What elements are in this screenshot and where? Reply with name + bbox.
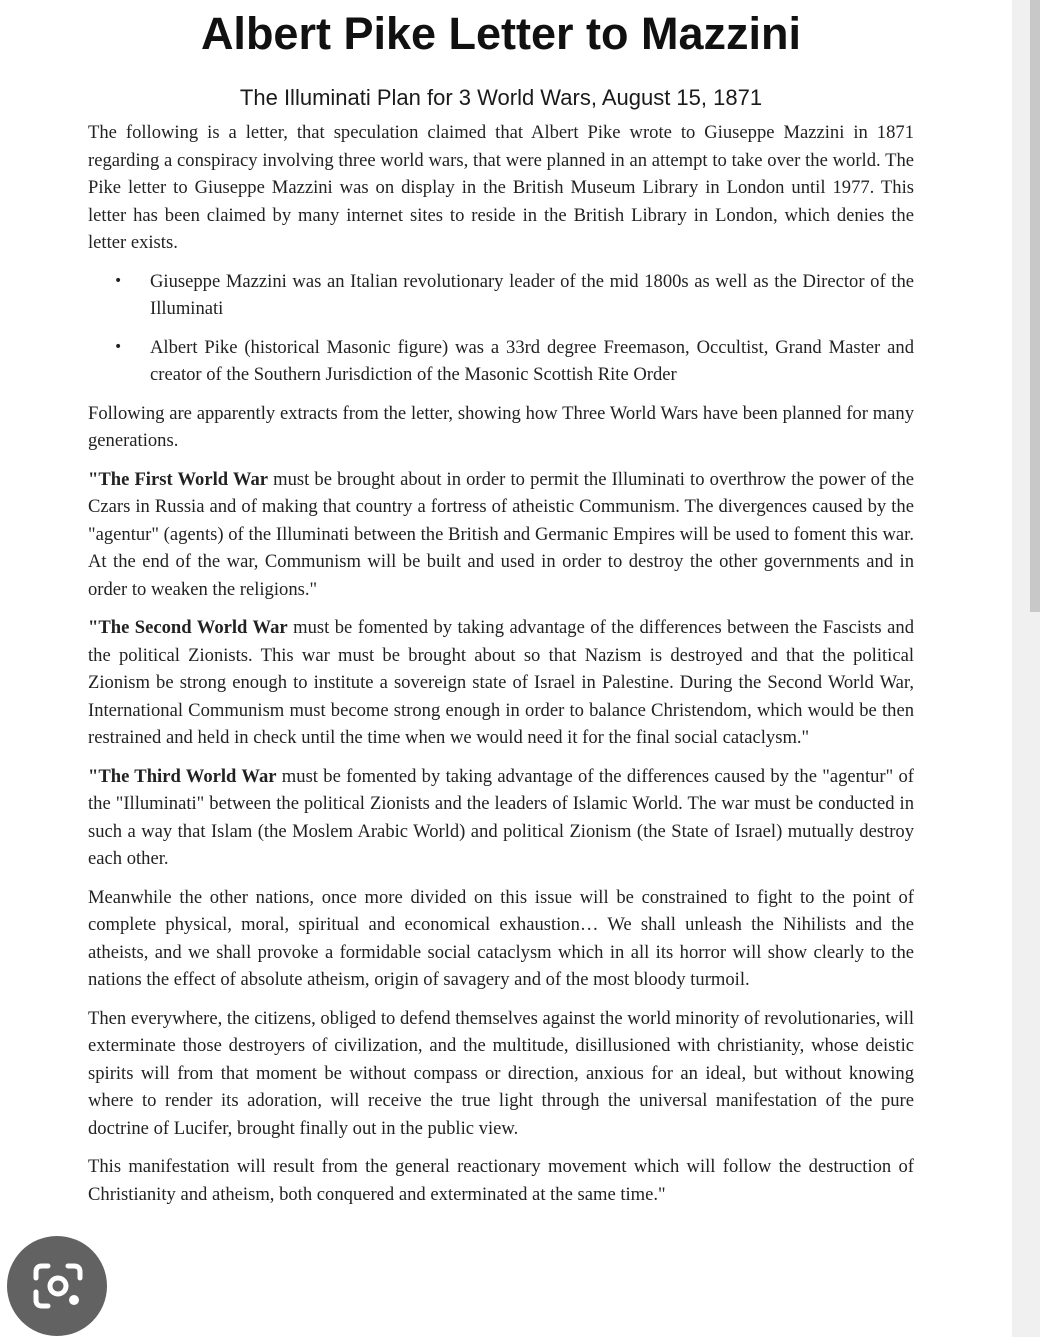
document-body [88,119,914,1219]
bullet-icon: • [114,338,123,355]
third-war-paragraph [88,763,914,873]
intro-paragraph: The following is a letter, that speculation claimed that Albert Pike wrote to Giuseppe Mazzini in 1871 regarding a conspiracy involving three world wars, that were planned in an attempt to take over the world. The Pike letter to Giuseppe Mazzini was on display in the British Museum Library in London until 1977. This letter has been claimed by many internet sites to reside in the British Library in London, which denies the letter exists. [88,122,914,253]
list-item [88,268,914,323]
bullet-list [88,268,914,389]
second-war-paragraph [88,614,914,752]
bullet-text: Albert Pike (historical Masonic figure) was a 33rd degree Freemason, Occultist, Grand Master and creator of the Southern Jurisdiction of the Masonic Scottish Rite Order [150,336,914,385]
third-war-heading: "The Third World War [88,765,277,787]
first-war-text: must be brought about in order to permit the Illuminati to overthrow the power of the Czars in Russia and of making that country a fortress of atheistic Communism. The divergences caused by the "agentur" (agents) of the Illuminati between the British and Germanic Empires will be used to foment this war. At the end of the war, Communism will be built and used in order to destroy the other governments and in order to weaken the religions." [88,468,914,600]
page-subtitle: The Illuminati Plan for 3 World Wars, August 15, 1871 [239,85,763,110]
camera-search-icon [32,1262,84,1310]
second-war-text: must be fomented by taking advantage of the differences between the Fascists and the political Zionists. This war must be brought about so that Nazism is destroyed and that the political Zionism be strong enough to institute a sovereign state of Israel in Palestine. During the Second World War, International Communism must become strong enough in order to balance Christendom, which would be then restrained and held in check until the time when we would need it for the final social cataclysm." [88,617,914,748]
scrollbar-thumb[interactable] [1030,0,1040,612]
bullet-text: Giuseppe Mazzini was an Italian revolutionary leader of the mid 1800s as well as the Director of the Illuminati [150,270,914,319]
scrollbar-track[interactable] [1012,0,1040,1337]
visual-search-button[interactable] [7,1236,107,1336]
list-item [88,334,914,389]
bullet-icon: • [114,272,123,289]
first-war-paragraph [88,466,914,604]
meanwhile-paragraph: Meanwhile the other nations, once more divided on this issue will be constrained to fight to the point of complete physical, moral, spiritual and economical exhaustion… We shall unleash the Nihilists and the atheists, and we shall provoke a formidable social cataclysm which in all its horror will show clearly to the nations the effect of absolute atheism, origin of savagery and of the most bloody turmoil. [88,886,914,990]
second-war-heading: "The Second World War [88,617,288,638]
third-war-text: must be fomented by taking advantage of the differences caused by the "agentur" of the "Illuminati" between the political Zionists and the leaders of Islamic World. The war must be conducted in such a way that Islam (the Moslem Arabic World) and political Zionism (the State of Israel) mutually destroy each other. [88,765,915,869]
then-paragraph: Then everywhere, the citizens, obliged to defend themselves against the world minority of revolutionaries, will exterminate those destroyers of civilization, and the multitude, disillusioned with christianity, whose deistic spirits will from that moment be without compass or direction, anxious for an ideal, but without knowing where to render its adoration, will receive the true light through the universal manifestation of the pure doctrine of Lucifer, brought finally out in the public view. [88,1007,914,1139]
first-war-heading: "The First World War [88,468,268,490]
page-title: Albert Pike Letter to Mazzini [200,8,802,59]
closing-paragraph: This manifestation will result from the general reactionary movement which will follow the destruction of Christianity and atheism, both conquered and exterminated at the same time." [88,1156,914,1205]
extracts-intro-paragraph: Following are apparently extracts from the letter, showing how Three World Wars have been planned for many generations. [88,402,914,451]
